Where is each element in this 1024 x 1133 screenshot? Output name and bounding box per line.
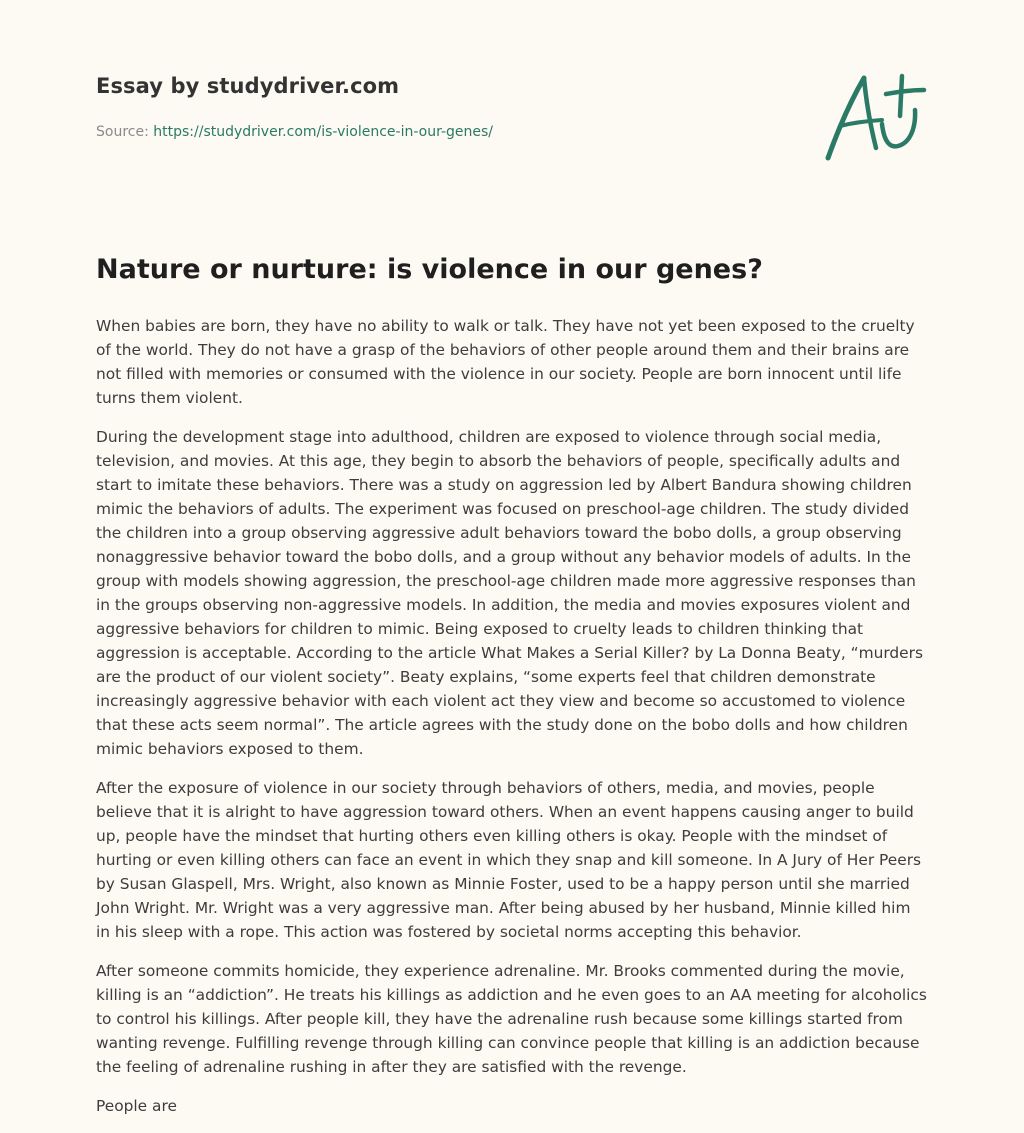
paragraph: After the exposure of violence in our society through behaviors of others, media, and movies, people believe that it is alright to have aggression toward others. When an event happens causing anger to build up, people have the mindset that hurting others even killing others is okay. People with the mindset of hurting or even killing others can face an event in which they snap and kill someone. In A Jury of Her Peers by Susan Glaspell, Mrs. Wright, also known as Minnie Foster, used to be a happy person until she married John Wright. Mr. Wright was a very aggressive man. After being abused by her husband, Minnie killed him in his sleep with a rope. This action was fostered by societal norms accepting this behavior. <box>96 779 922 941</box>
paragraph: After someone commits homicide, they experience adrenaline. Mr. Brooks commented during the movie, killing is an “addiction”. He treats his killings as addiction and he even goes to an AA meeting for alcoholics to control his killings. After people kill, they have the adrenaline rush because some killings started from wanting revenge. Fulfilling revenge through killing can convince people that killing is an addiction because the feeling of adrenaline rushing in after they are satisfied with the revenge. <box>96 962 927 1076</box>
paragraph: During the development stage into adulthood, children are exposed to violence through social media, television, and movies. At this age, they begin to absorb the behaviors of people, specifically adults and start to imitate these behaviors. There was a study on aggression led by Albert Bandura showing children mimic the behaviors of adults. The experiment was focused on preschool-age children. The study divided the children into a group observing aggressive adult behaviors toward the bobo dolls, a group observing nonaggressive behavior toward the bobo dolls, and a group without any behavior models of adults. In the group with models showing aggression, the preschool-age children made more aggressive responses than in the groups observing non-aggressive models. In addition, the media and movies exposures violent and aggressive behaviors for children to mimic. Being exposed to cruelty leads to children thinking that aggression is acceptable. According to the article What Makes a Serial Killer? by La Donna Beaty, “murders are the product of our violent society”. Beaty explains, “some experts feel that children demonstrate increasingly aggressive behavior with each violent act they view and become so accustomed to violence that these acts seem normal”. The article agrees with the study done on the bobo dolls and how children mimic behaviors exposed to them. <box>96 428 923 758</box>
essay-header <box>96 74 716 140</box>
source-line <box>96 124 493 140</box>
a-plus-icon <box>820 68 930 164</box>
source-link[interactable]: https://studydriver.com/is-violence-in-our-genes/ <box>153 124 494 140</box>
essay-title: Nature or nurture: is violence in our genes? <box>96 254 763 285</box>
source-label: Source: <box>96 124 149 140</box>
brand-title: Essay by studydriver.com <box>96 74 400 98</box>
paragraph: When babies are born, they have no ability to walk or talk. They have not yet been exposed to the cruelty of the world. They do not have a grasp of the behaviors of other people around them and their brains are not filled with memories or consumed with the violence in our society. People are born innocent until life turns them violent. <box>96 317 915 407</box>
paragraph: People are <box>96 1097 177 1115</box>
essay-body <box>96 314 928 1133</box>
